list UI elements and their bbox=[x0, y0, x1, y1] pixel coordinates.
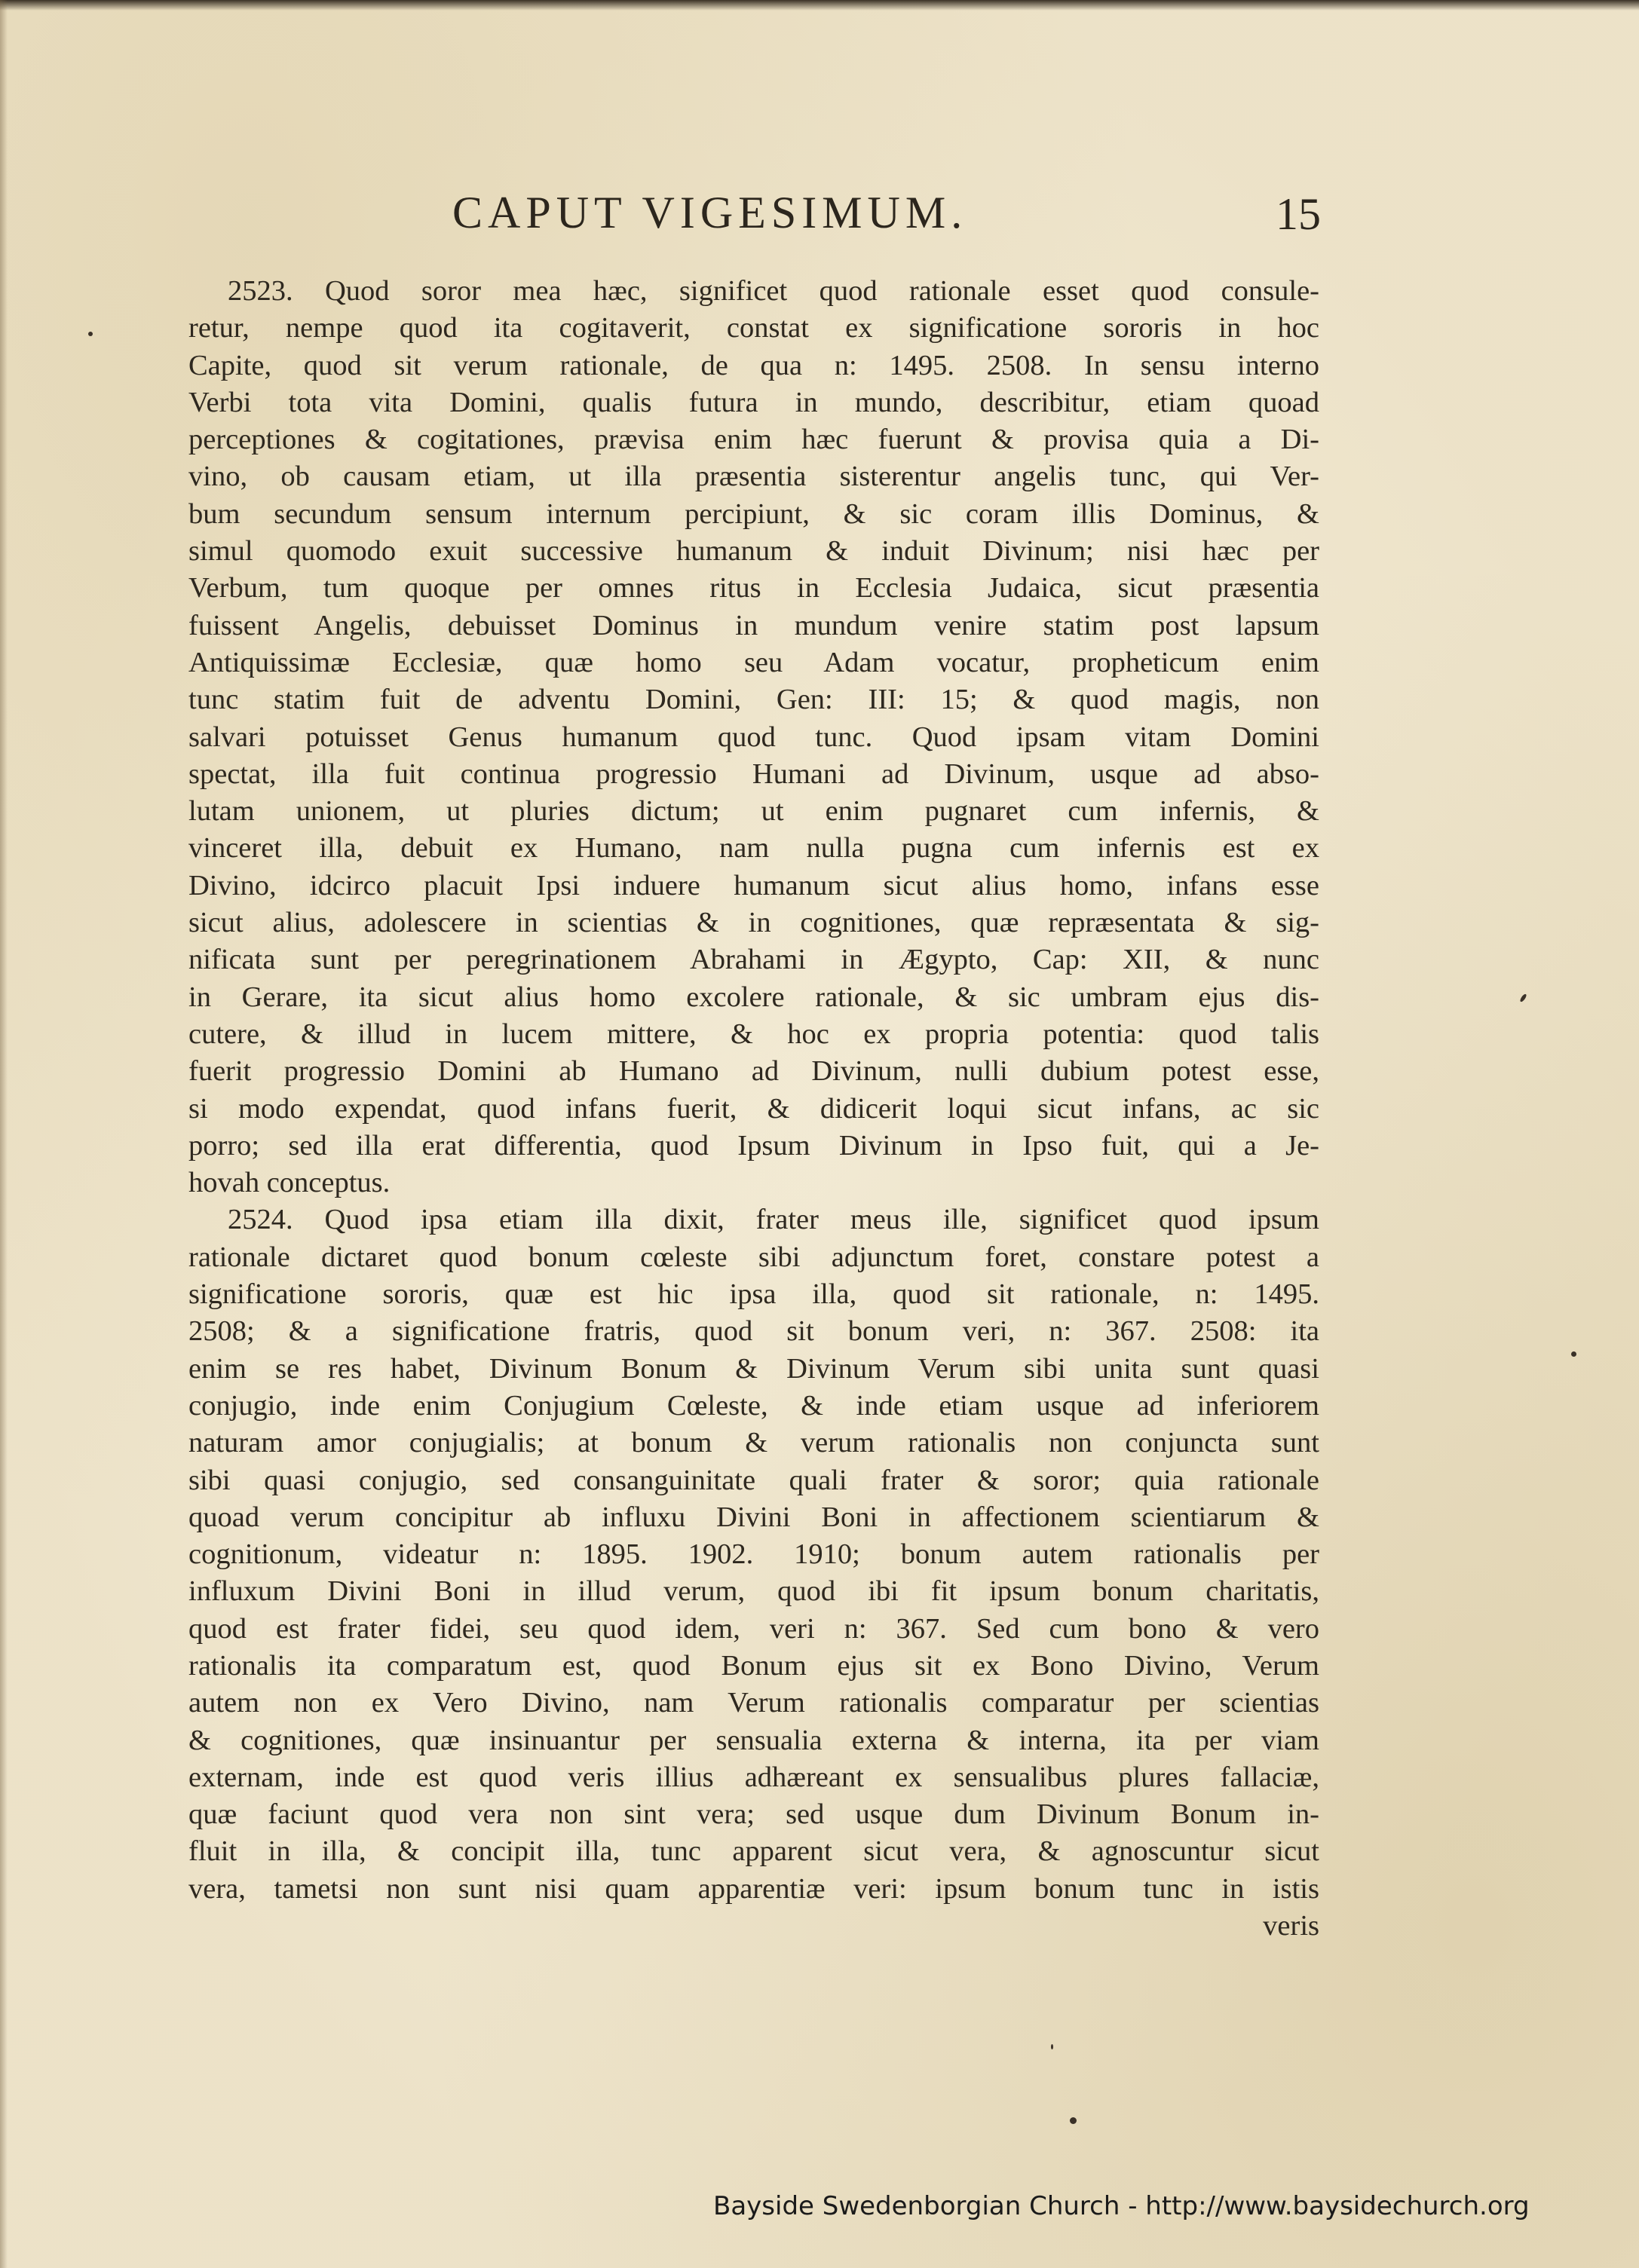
text-line: tunc statim fuit de adventu Domini, Gen: III: 15; & quod magis, non bbox=[188, 684, 1319, 716]
ink-speck bbox=[1051, 2044, 1053, 2049]
ink-speck bbox=[1070, 2117, 1077, 2124]
text-line: 2508; & a significatione fratris, quod sit bonum veri, n: 367. 2508: ita bbox=[188, 1315, 1319, 1348]
catchword: veris bbox=[1263, 1910, 1319, 1942]
text-line: si modo expendat, quod infans fuerit, & didicerit loqui sicut infans, ac sic bbox=[188, 1092, 1319, 1125]
text-line: rationalis ita comparatum est, quod Bonum ejus sit ex Bono Divino, Verum bbox=[188, 1649, 1319, 1682]
text-line: conjugio, inde enim Conjugium Cœleste, & inde etiam usque ad inferiorem bbox=[188, 1389, 1319, 1422]
text-line: cognitionum, videatur n: 1895. 1902. 1910; bonum autem rationalis per bbox=[188, 1538, 1319, 1571]
text-line: enim se res habet, Divinum Bonum & Divinum Verum sibi unita sunt quasi bbox=[188, 1352, 1319, 1385]
watermark-text: Bayside Swedenborgian Church - http://www.baysidechurch.org bbox=[713, 2191, 1530, 2221]
text-line: naturam amor conjugialis; at bonum & verum rationalis non conjuncta sunt bbox=[188, 1427, 1319, 1459]
ink-speck bbox=[88, 332, 93, 336]
text-line: fluit in illa, & concipit illa, tunc apparent sicut vera, & agnoscuntur sicut bbox=[188, 1835, 1319, 1868]
text-line: vinceret illa, debuit ex Humano, nam nulla pugna cum infernis est ex bbox=[188, 832, 1319, 865]
text-line: bum secundum sensum internum percipiunt, & sic coram illis Dominus, & bbox=[188, 497, 1319, 530]
text-line: vera, tametsi non sunt nisi quam apparentiæ veri: ipsum bonum tunc in istis bbox=[188, 1872, 1319, 1905]
text-line: autem non ex Vero Divino, nam Verum rationalis comparatur per scientias bbox=[188, 1687, 1319, 1719]
text-line: significatione sororis, quæ est hic ipsa illa, quod sit rationale, n: 1495. bbox=[188, 1278, 1319, 1311]
text-line: externam, inde est quod veris illius adhæreant ex sensualibus plures fallaciæ, bbox=[188, 1761, 1319, 1793]
text-line: quæ faciunt quod vera non sint vera; sed usque dum Divinum Bonum in- bbox=[188, 1798, 1319, 1831]
text-line: Capite, quod sit verum rationale, de qua n: 1495. 2508. In sensu interno bbox=[188, 349, 1319, 381]
body-text bbox=[188, 273, 1319, 1945]
text-line: in Gerare, ita sicut alius homo excolere rationale, & sic umbram ejus dis- bbox=[188, 981, 1319, 1013]
text-line: vino, ob causam etiam, ut illa præsentia sisterentur angelis tunc, qui Ver- bbox=[188, 461, 1319, 493]
text-line: Verbi tota vita Domini, qualis futura in mundo, describitur, etiam quoad bbox=[188, 386, 1319, 418]
text-line: porro; sed illa erat differentia, quod Ipsum Divinum in Ipso fuit, qui a Je- bbox=[188, 1129, 1319, 1162]
text-line: spectat, illa fuit continua progressio Humani ad Divinum, usque ad abso- bbox=[188, 758, 1319, 790]
paragraph-2524-line: 2524. Quod ipsa etiam illa dixit, frater meus ille, significet quod ipsum bbox=[228, 1204, 1319, 1236]
text-line: quoad verum concipitur ab influxu Divini Boni in affectionem scientiarum & bbox=[188, 1501, 1319, 1533]
ink-speck bbox=[1571, 1351, 1576, 1357]
text-line: influxum Divini Boni in illud verum, quod ibi fit ipsum bonum charitatis, bbox=[188, 1575, 1319, 1608]
text-line: Verbum, tum quoque per omnes ritus in Ecclesia Judaica, sicut præsentia bbox=[188, 572, 1319, 604]
paragraph-2523-line: 2523. Quod soror mea hæc, significet quod rationale esset quod consule- bbox=[228, 275, 1319, 307]
text-line: nificata sunt per peregrinationem Abrahami in Ægypto, Cap: XII, & nunc bbox=[188, 944, 1319, 976]
text-line: retur, nempe quod ita cogitaverit, constat ex significatione sororis in hoc bbox=[188, 312, 1319, 344]
text-line: salvari potuisset Genus humanum quod tunc. Quod ipsam vitam Domini bbox=[188, 721, 1319, 753]
text-line: Antiquissimæ Ecclesiæ, quæ homo seu Adam vocatur, propheticum enim bbox=[188, 646, 1319, 678]
page-edge-shadow-top bbox=[0, 0, 1639, 11]
text-line: Divino, idcirco placuit Ipsi induere humanum sicut alius homo, infans esse bbox=[188, 869, 1319, 901]
text-line: & cognitiones, quæ insinuantur per sensualia externa & interna, ita per viam bbox=[188, 1724, 1319, 1756]
ink-speck bbox=[1519, 993, 1527, 1003]
text-line: sicut alius, adolescere in scientias & in cognitiones, quæ repræsentata & sig- bbox=[188, 907, 1319, 939]
text-line: hovah conceptus. bbox=[188, 1167, 391, 1199]
text-line: simul quomodo exuit successive humanum & induit Divinum; nisi hæc per bbox=[188, 535, 1319, 568]
text-line: quod est frater fidei, seu quod idem, veri n: 367. Sed cum bono & vero bbox=[188, 1612, 1319, 1645]
text-line: sibi quasi conjugio, sed consanguinitate quali frater & soror; quia rationale bbox=[188, 1464, 1319, 1496]
text-line: fuerit progressio Domini ab Humano ad Divinum, nulli dubium potest esse, bbox=[188, 1055, 1319, 1088]
page-number: 15 bbox=[1276, 189, 1321, 239]
chapter-title: CAPUT VIGESIMUM. bbox=[452, 188, 968, 237]
page-edge-shadow-left bbox=[0, 0, 8, 2268]
text-line: cutere, & illud in lucem mittere, & hoc ex propria potentia: quod talis bbox=[188, 1018, 1319, 1050]
text-line: lutam unionem, ut pluries dictum; ut enim pugnaret cum infernis, & bbox=[188, 795, 1319, 828]
text-line: fuissent Angelis, debuisset Dominus in mundum venire statim post lapsum bbox=[188, 609, 1319, 641]
text-line: rationale dictaret quod bonum cœleste sibi adjunctum foret, constare potest a bbox=[188, 1241, 1319, 1273]
text-line: perceptiones & cogitationes, prævisa enim hæc fuerunt & provisa quia a Di- bbox=[188, 424, 1319, 456]
running-head bbox=[0, 187, 1639, 247]
